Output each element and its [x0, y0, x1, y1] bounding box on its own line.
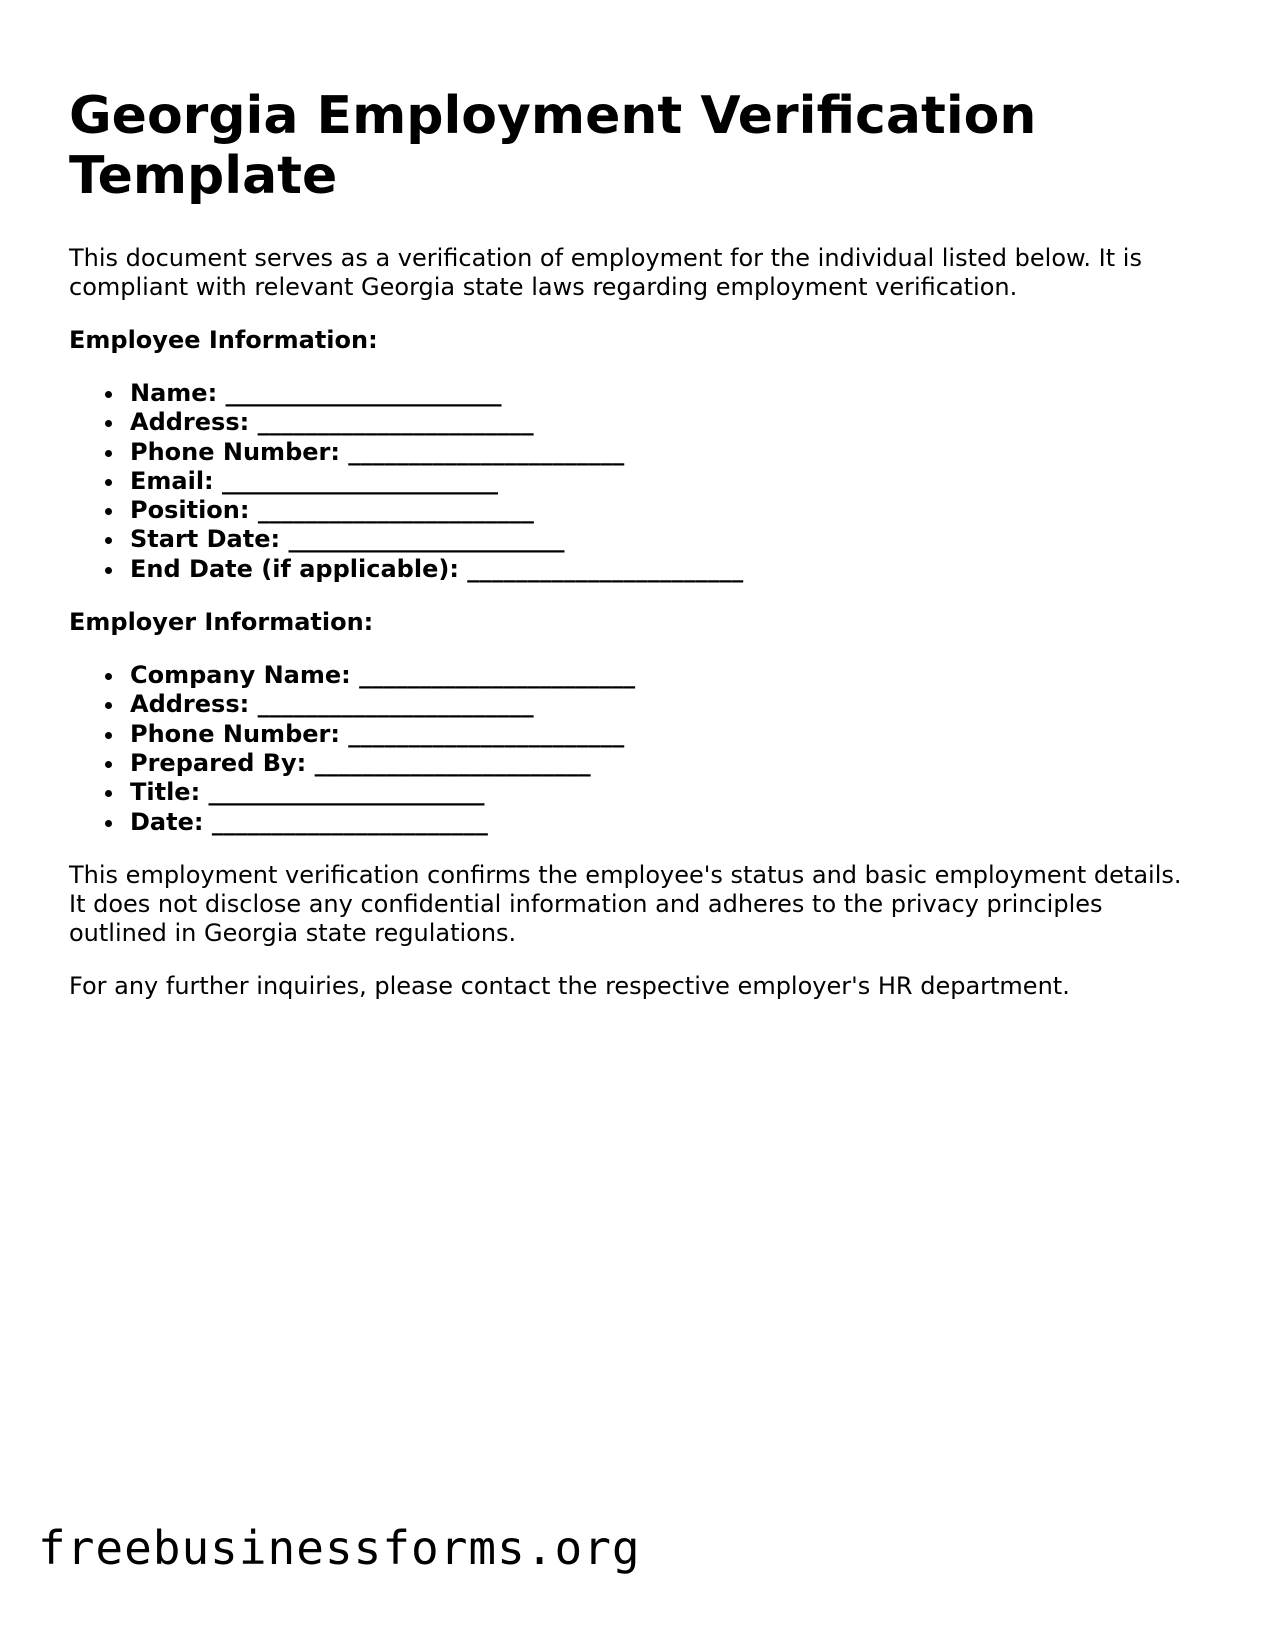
- employer-title-field: Title: _______________________: [130, 778, 1199, 807]
- site-watermark: freebusinessforms.org: [38, 1521, 641, 1575]
- employee-email-field: Email: _______________________: [130, 467, 1199, 496]
- employer-phone-field: Phone Number: _______________________: [130, 720, 1199, 749]
- document-page: [69, 86, 1199, 1001]
- employer-field-list: [69, 661, 1199, 837]
- employee-phone-field: Phone Number: _______________________: [130, 438, 1199, 467]
- employee-start-date-field: Start Date: _______________________: [130, 525, 1199, 554]
- employer-section-heading: Employer Information:: [69, 608, 374, 637]
- employee-section-heading: Employee Information:: [69, 326, 378, 354]
- employee-end-date-field: End Date (if applicable): _______________________: [130, 555, 1199, 584]
- employee-name-field: Name: _______________________: [130, 379, 1199, 408]
- intro-paragraph: This document serves as a verification of employment for the individual listed below. It is compliant with relevant Georgia state laws regarding employment verification.: [69, 244, 1142, 301]
- employee-field-list: [69, 379, 1199, 584]
- employee-position-field: Position: _______________________: [130, 496, 1199, 525]
- closing-paragraph: This employment verification confirms the employee's status and basic employment details. It does not disclose any confidential information and adheres to the privacy principles outlined in Georgia state regulations.: [69, 860, 1182, 947]
- document-title: Georgia Employment Verification Template: [69, 86, 1037, 206]
- employer-company-name-field: Company Name: _______________________: [130, 661, 1199, 690]
- employer-date-field: Date: _______________________: [130, 808, 1199, 837]
- employer-prepared-by-field: Prepared By: _______________________: [130, 749, 1199, 778]
- employee-address-field: Address: _______________________: [130, 408, 1199, 437]
- contact-note: For any further inquiries, please contact the respective employer's HR department.: [69, 971, 1070, 1000]
- employer-address-field: Address: _______________________: [130, 690, 1199, 719]
